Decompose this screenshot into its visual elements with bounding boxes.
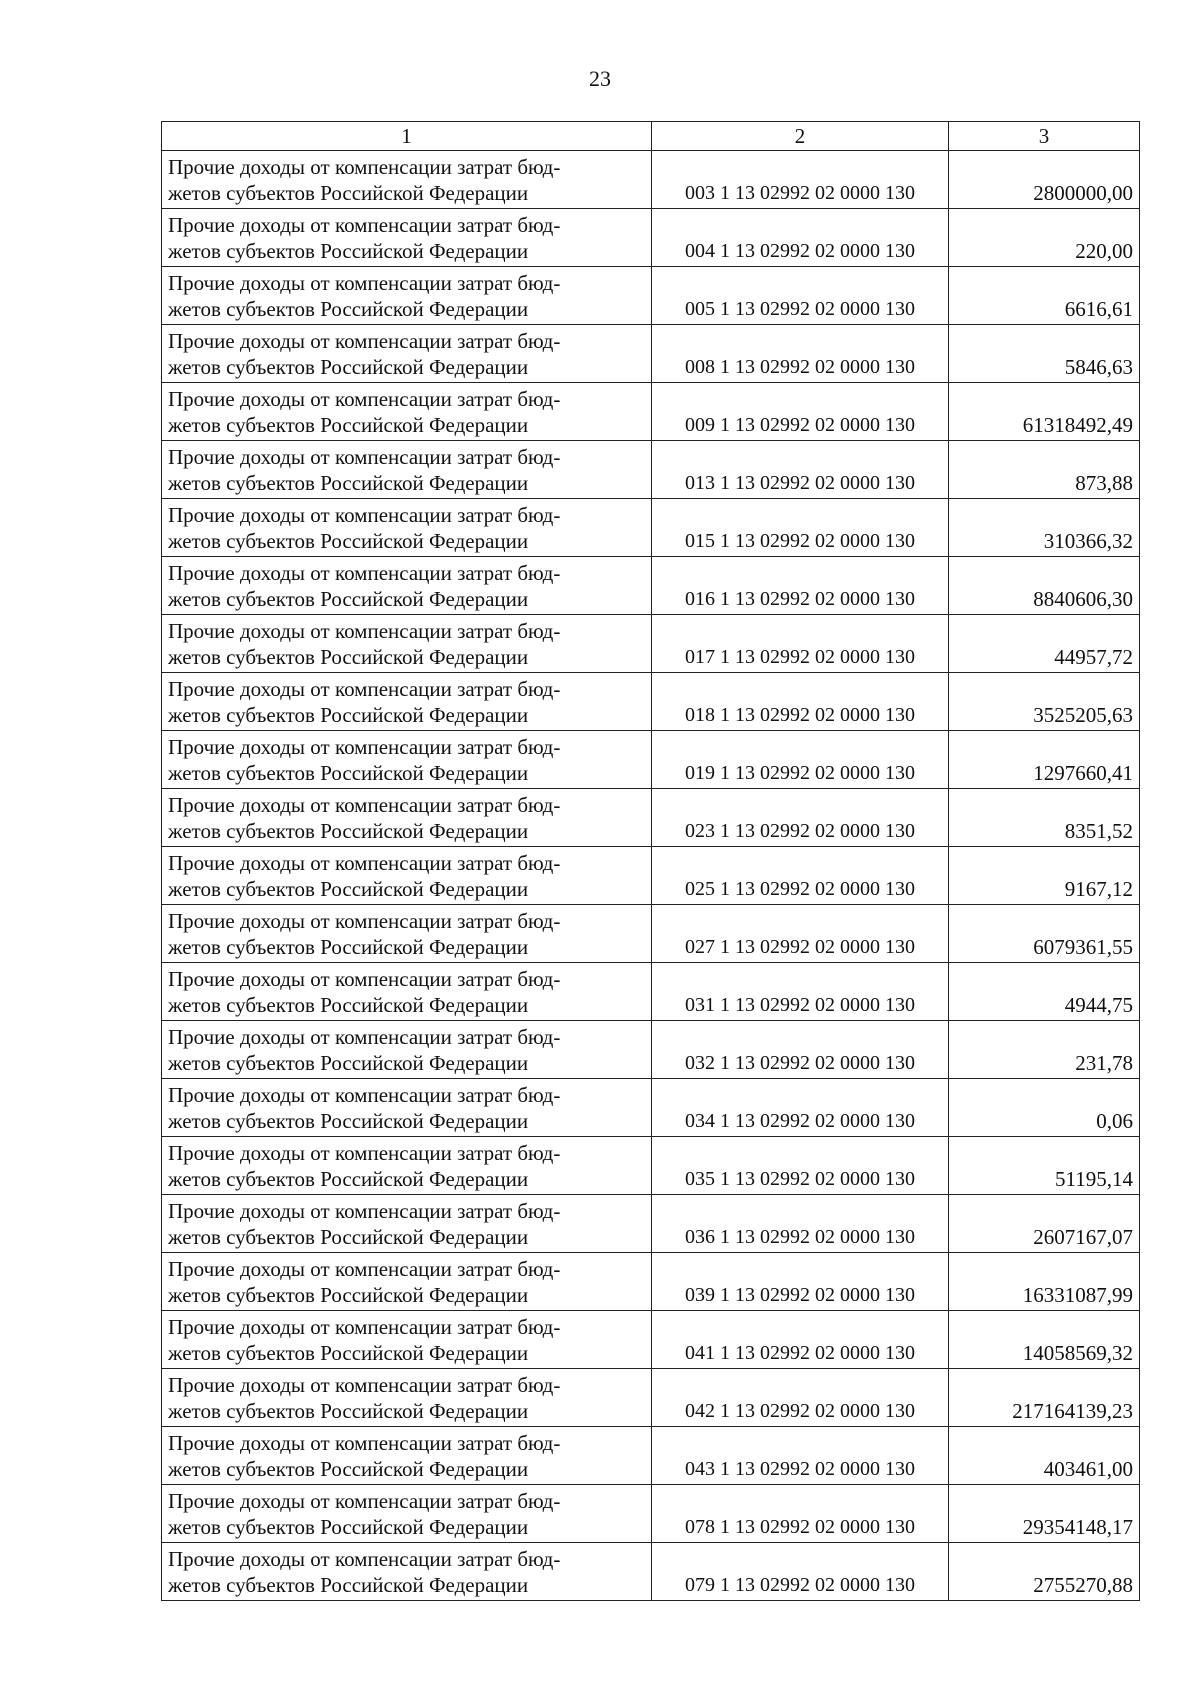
amount-cell: 8840606,30 bbox=[949, 557, 1140, 615]
classification-code-cell: 078 1 13 02992 02 0000 130 bbox=[652, 1485, 949, 1543]
classification-code-cell: 004 1 13 02992 02 0000 130 bbox=[652, 209, 949, 267]
revenue-name-line-1: Прочие доходы от компенсации затрат бюд- bbox=[168, 1547, 561, 1571]
revenue-name-line-2: жетов субъектов Российской Федерации bbox=[168, 239, 529, 263]
amount-cell: 6616,61 bbox=[949, 267, 1140, 325]
amount-cell: 9167,12 bbox=[949, 847, 1140, 905]
revenue-name-cell bbox=[162, 847, 652, 905]
classification-code-cell: 015 1 13 02992 02 0000 130 bbox=[652, 499, 949, 557]
classification-code-cell: 035 1 13 02992 02 0000 130 bbox=[652, 1137, 949, 1195]
table-row bbox=[162, 1021, 1140, 1079]
table-row bbox=[162, 499, 1140, 557]
amount-cell: 6079361,55 bbox=[949, 905, 1140, 963]
table-body bbox=[162, 151, 1140, 1601]
revenue-name-line-1: Прочие доходы от компенсации затрат бюд- bbox=[168, 1373, 561, 1397]
table-row bbox=[162, 151, 1140, 209]
revenue-name-line-1: Прочие доходы от компенсации затрат бюд- bbox=[168, 1199, 561, 1223]
table-row bbox=[162, 557, 1140, 615]
amount-cell: 4944,75 bbox=[949, 963, 1140, 1021]
revenue-name-line-1: Прочие доходы от компенсации затрат бюд- bbox=[168, 851, 561, 875]
revenue-name-line-1: Прочие доходы от компенсации затрат бюд- bbox=[168, 329, 561, 353]
amount-cell: 873,88 bbox=[949, 441, 1140, 499]
revenue-name-cell bbox=[162, 1021, 652, 1079]
table-row bbox=[162, 1253, 1140, 1311]
revenue-name-line-2: жетов субъектов Российской Федерации bbox=[168, 297, 529, 321]
revenue-name-line-1: Прочие доходы от компенсации затрат бюд- bbox=[168, 793, 561, 817]
amount-cell: 310366,32 bbox=[949, 499, 1140, 557]
table-row bbox=[162, 963, 1140, 1021]
amount-cell: 16331087,99 bbox=[949, 1253, 1140, 1311]
revenue-name-line-2: жетов субъектов Российской Федерации bbox=[168, 471, 529, 495]
classification-code-cell: 023 1 13 02992 02 0000 130 bbox=[652, 789, 949, 847]
classification-code-cell: 036 1 13 02992 02 0000 130 bbox=[652, 1195, 949, 1253]
amount-cell: 217164139,23 bbox=[949, 1369, 1140, 1427]
table-row bbox=[162, 673, 1140, 731]
table-header bbox=[162, 122, 1140, 151]
amount-cell: 29354148,17 bbox=[949, 1485, 1140, 1543]
table-row bbox=[162, 1369, 1140, 1427]
revenue-name-line-2: жетов субъектов Российской Федерации bbox=[168, 1573, 529, 1597]
table-row bbox=[162, 209, 1140, 267]
revenue-name-cell bbox=[162, 1137, 652, 1195]
revenue-name-cell bbox=[162, 731, 652, 789]
table-row bbox=[162, 847, 1140, 905]
table-row bbox=[162, 1485, 1140, 1543]
classification-code-cell: 018 1 13 02992 02 0000 130 bbox=[652, 673, 949, 731]
classification-code-cell: 003 1 13 02992 02 0000 130 bbox=[652, 151, 949, 209]
revenue-name-line-1: Прочие доходы от компенсации затрат бюд- bbox=[168, 1315, 561, 1339]
table-row bbox=[162, 325, 1140, 383]
amount-cell: 51195,14 bbox=[949, 1137, 1140, 1195]
table-row bbox=[162, 615, 1140, 673]
revenue-name-line-2: жетов субъектов Российской Федерации bbox=[168, 993, 529, 1017]
amount-cell: 2800000,00 bbox=[949, 151, 1140, 209]
revenue-name-line-1: Прочие доходы от компенсации затрат бюд- bbox=[168, 967, 561, 991]
column-header-3: 3 bbox=[949, 122, 1140, 151]
column-header-1: 1 bbox=[162, 122, 652, 151]
table-row bbox=[162, 1311, 1140, 1369]
header-row bbox=[162, 122, 1140, 151]
revenue-name-cell bbox=[162, 1195, 652, 1253]
revenue-name-line-1: Прочие доходы от компенсации затрат бюд- bbox=[168, 735, 561, 759]
amount-cell: 14058569,32 bbox=[949, 1311, 1140, 1369]
revenue-name-line-1: Прочие доходы от компенсации затрат бюд- bbox=[168, 387, 561, 411]
revenue-name-cell bbox=[162, 267, 652, 325]
table-row bbox=[162, 731, 1140, 789]
classification-code-cell: 031 1 13 02992 02 0000 130 bbox=[652, 963, 949, 1021]
classification-code-cell: 019 1 13 02992 02 0000 130 bbox=[652, 731, 949, 789]
revenue-name-line-1: Прочие доходы от компенсации затрат бюд- bbox=[168, 1431, 561, 1455]
revenue-name-cell bbox=[162, 1079, 652, 1137]
classification-code-cell: 025 1 13 02992 02 0000 130 bbox=[652, 847, 949, 905]
revenue-name-cell bbox=[162, 1485, 652, 1543]
revenue-name-line-2: жетов субъектов Российской Федерации bbox=[168, 413, 529, 437]
revenue-name-line-2: жетов субъектов Российской Федерации bbox=[168, 877, 529, 901]
revenue-name-cell bbox=[162, 499, 652, 557]
revenue-name-line-2: жетов субъектов Российской Федерации bbox=[168, 761, 529, 785]
table-row bbox=[162, 441, 1140, 499]
revenue-name-cell bbox=[162, 615, 652, 673]
revenue-name-line-2: жетов субъектов Российской Федерации bbox=[168, 587, 529, 611]
revenue-name-line-2: жетов субъектов Российской Федерации bbox=[168, 703, 529, 727]
revenue-name-line-2: жетов субъектов Российской Федерации bbox=[168, 1399, 529, 1423]
classification-code-cell: 016 1 13 02992 02 0000 130 bbox=[652, 557, 949, 615]
revenue-name-cell bbox=[162, 1543, 652, 1601]
revenue-name-line-1: Прочие доходы от компенсации затрат бюд- bbox=[168, 213, 561, 237]
revenue-name-line-1: Прочие доходы от компенсации затрат бюд- bbox=[168, 503, 561, 527]
revenue-name-cell bbox=[162, 557, 652, 615]
table-row bbox=[162, 1427, 1140, 1485]
revenue-name-line-2: жетов субъектов Российской Федерации bbox=[168, 1109, 529, 1133]
amount-cell: 61318492,49 bbox=[949, 383, 1140, 441]
classification-code-cell: 041 1 13 02992 02 0000 130 bbox=[652, 1311, 949, 1369]
revenue-name-cell bbox=[162, 151, 652, 209]
amount-cell: 231,78 bbox=[949, 1021, 1140, 1079]
classification-code-cell: 005 1 13 02992 02 0000 130 bbox=[652, 267, 949, 325]
classification-code-cell: 008 1 13 02992 02 0000 130 bbox=[652, 325, 949, 383]
revenue-name-cell bbox=[162, 789, 652, 847]
amount-cell: 0,06 bbox=[949, 1079, 1140, 1137]
revenue-name-line-2: жетов субъектов Российской Федерации bbox=[168, 1457, 529, 1481]
classification-code-cell: 017 1 13 02992 02 0000 130 bbox=[652, 615, 949, 673]
classification-code-cell: 039 1 13 02992 02 0000 130 bbox=[652, 1253, 949, 1311]
table-row bbox=[162, 267, 1140, 325]
revenue-name-line-2: жетов субъектов Российской Федерации bbox=[168, 1051, 529, 1075]
revenue-name-cell bbox=[162, 441, 652, 499]
revenue-name-cell bbox=[162, 1253, 652, 1311]
revenue-name-cell bbox=[162, 673, 652, 731]
classification-code-cell: 027 1 13 02992 02 0000 130 bbox=[652, 905, 949, 963]
amount-cell: 1297660,41 bbox=[949, 731, 1140, 789]
revenue-name-line-2: жетов субъектов Российской Федерации bbox=[168, 1341, 529, 1365]
revenue-name-line-1: Прочие доходы от компенсации затрат бюд- bbox=[168, 1025, 561, 1049]
revenue-name-line-1: Прочие доходы от компенсации затрат бюд- bbox=[168, 1489, 561, 1513]
revenue-name-line-1: Прочие доходы от компенсации затрат бюд- bbox=[168, 909, 561, 933]
amount-cell: 44957,72 bbox=[949, 615, 1140, 673]
revenue-name-cell bbox=[162, 325, 652, 383]
revenue-name-line-2: жетов субъектов Российской Федерации bbox=[168, 181, 529, 205]
table-row bbox=[162, 383, 1140, 441]
revenue-name-line-1: Прочие доходы от компенсации затрат бюд- bbox=[168, 1141, 561, 1165]
page-number: 23 bbox=[589, 66, 611, 91]
revenue-table bbox=[161, 121, 1140, 1601]
revenue-name-line-2: жетов субъектов Российской Федерации bbox=[168, 1167, 529, 1191]
classification-code-cell: 043 1 13 02992 02 0000 130 bbox=[652, 1427, 949, 1485]
revenue-name-line-1: Прочие доходы от компенсации затрат бюд- bbox=[168, 561, 561, 585]
table-row bbox=[162, 1137, 1140, 1195]
amount-cell: 3525205,63 bbox=[949, 673, 1140, 731]
revenue-name-line-2: жетов субъектов Российской Федерации bbox=[168, 1515, 529, 1539]
amount-cell: 2607167,07 bbox=[949, 1195, 1140, 1253]
revenue-name-line-2: жетов субъектов Российской Федерации bbox=[168, 645, 529, 669]
amount-cell: 220,00 bbox=[949, 209, 1140, 267]
column-header-2: 2 bbox=[652, 122, 949, 151]
revenue-name-line-2: жетов субъектов Российской Федерации bbox=[168, 355, 529, 379]
classification-code-cell: 013 1 13 02992 02 0000 130 bbox=[652, 441, 949, 499]
revenue-name-cell bbox=[162, 1311, 652, 1369]
classification-code-cell: 034 1 13 02992 02 0000 130 bbox=[652, 1079, 949, 1137]
revenue-name-line-1: Прочие доходы от компенсации затрат бюд- bbox=[168, 1257, 561, 1281]
revenue-name-cell bbox=[162, 383, 652, 441]
revenue-name-line-2: жетов субъектов Российской Федерации bbox=[168, 529, 529, 553]
table-row bbox=[162, 905, 1140, 963]
revenue-name-line-1: Прочие доходы от компенсации затрат бюд- bbox=[168, 445, 561, 469]
revenue-name-line-2: жетов субъектов Российской Федерации bbox=[168, 1283, 529, 1307]
revenue-name-line-1: Прочие доходы от компенсации затрат бюд- bbox=[168, 677, 561, 701]
revenue-name-cell bbox=[162, 963, 652, 1021]
revenue-name-line-1: Прочие доходы от компенсации затрат бюд- bbox=[168, 619, 561, 643]
revenue-name-line-2: жетов субъектов Российской Федерации bbox=[168, 935, 529, 959]
table-row bbox=[162, 1543, 1140, 1601]
amount-cell: 403461,00 bbox=[949, 1427, 1140, 1485]
revenue-name-cell bbox=[162, 1427, 652, 1485]
revenue-name-line-2: жетов субъектов Российской Федерации bbox=[168, 1225, 529, 1249]
revenue-name-cell bbox=[162, 1369, 652, 1427]
revenue-name-line-1: Прочие доходы от компенсации затрат бюд- bbox=[168, 271, 561, 295]
classification-code-cell: 042 1 13 02992 02 0000 130 bbox=[652, 1369, 949, 1427]
amount-cell: 2755270,88 bbox=[949, 1543, 1140, 1601]
revenue-name-line-2: жетов субъектов Российской Федерации bbox=[168, 819, 529, 843]
table-row bbox=[162, 1079, 1140, 1137]
amount-cell: 5846,63 bbox=[949, 325, 1140, 383]
classification-code-cell: 079 1 13 02992 02 0000 130 bbox=[652, 1543, 949, 1601]
revenue-name-cell bbox=[162, 905, 652, 963]
revenue-name-line-1: Прочие доходы от компенсации затрат бюд- bbox=[168, 155, 561, 179]
revenue-name-line-1: Прочие доходы от компенсации затрат бюд- bbox=[168, 1083, 561, 1107]
revenue-name-cell bbox=[162, 209, 652, 267]
classification-code-cell: 009 1 13 02992 02 0000 130 bbox=[652, 383, 949, 441]
table-row bbox=[162, 789, 1140, 847]
amount-cell: 8351,52 bbox=[949, 789, 1140, 847]
table-row bbox=[162, 1195, 1140, 1253]
classification-code-cell: 032 1 13 02992 02 0000 130 bbox=[652, 1021, 949, 1079]
